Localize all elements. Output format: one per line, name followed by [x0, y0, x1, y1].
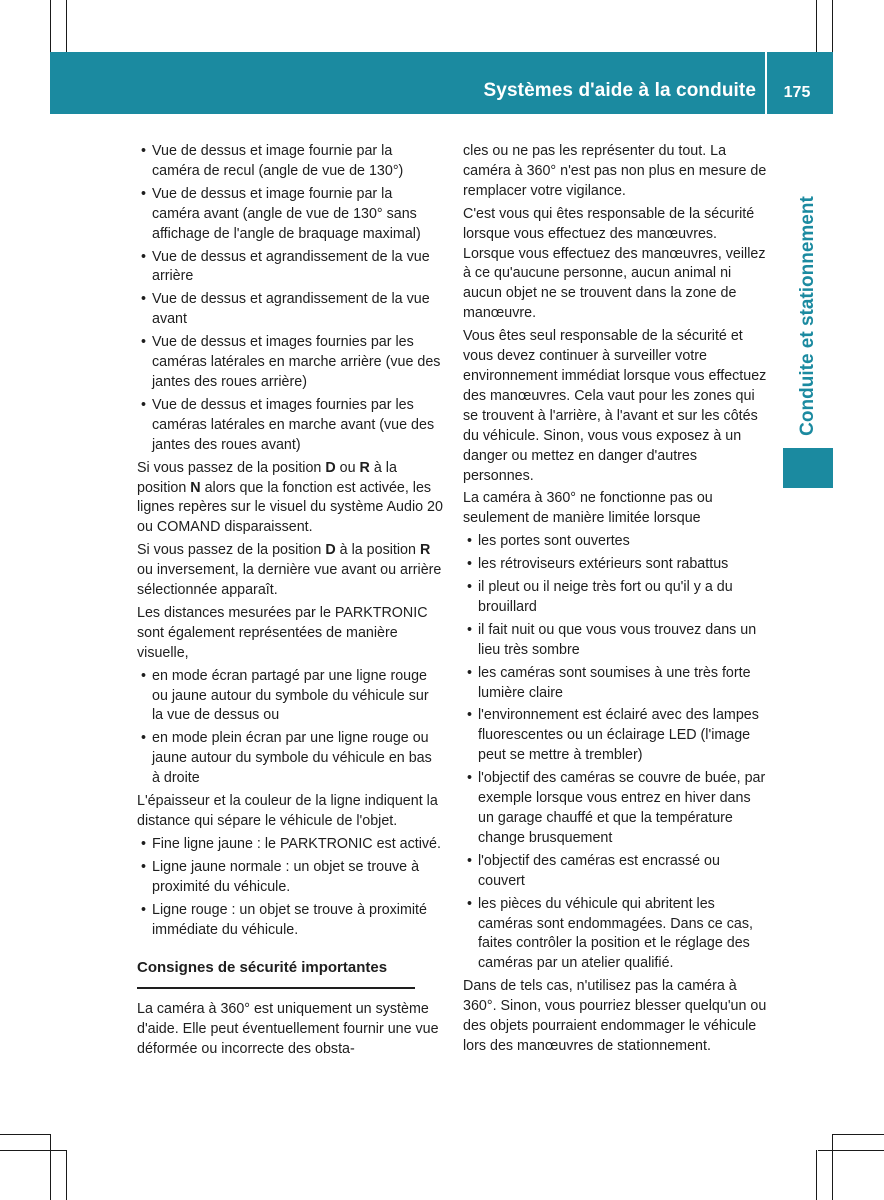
list-item: • Vue de dessus et images fournies par les caméras latérales en marche arrière (vue des jantes des roues arrière): [137, 333, 443, 393]
text-run: à la position: [137, 459, 397, 496]
text-run: ou: [335, 459, 360, 476]
list-item: • les rétroviseurs extérieurs sont rabattus: [463, 555, 769, 575]
paragraph-safety: La caméra à 360° est uniquement un système d'aide. Elle peut éventuellement fournir une vue déformée ou incorrecte des obsta-: [137, 1001, 439, 1058]
crop-mark: [832, 1134, 884, 1135]
side-tab-marker: [783, 448, 833, 488]
paragraph-parktronic: Les distances mesurées par le PARKTRONIC sont également représentées de manière visuelle,: [137, 604, 428, 661]
crop-mark: [816, 0, 817, 52]
view-options-list: [137, 142, 443, 456]
list-item: • en mode écran partagé par une ligne rouge ou jaune autour du symbole du véhicule sur la vue de dessus ou: [137, 667, 443, 727]
section-divider: [137, 987, 415, 989]
gear-letter: N: [190, 479, 201, 496]
paragraph-alone: Vous êtes seul responsable de la sécurité et vous devez continuer à surveiller votre environnement immédiat lorsque vous effectuez des manœuvres. Cela vaut pour les zones qui se trouvent à l'arrière, à l'avant et sur les côtés du véhicule. Sinon, vous vous exposez à un danger ou mettez en danger d'autres personnes.: [463, 328, 767, 484]
section-heading: Consignes de sécurité importantes: [137, 959, 388, 977]
text-run: Si vous passez de la position: [137, 542, 326, 559]
text-run: alors que la fonction est activée, les lignes repères sur le visuel du système Audio 20 ou COMAND disparaissent.: [137, 479, 443, 536]
crop-mark: [832, 0, 833, 52]
list-item: • Fine ligne jaune : le PARKTRONIC est activé.: [137, 835, 443, 855]
conditions-list: [463, 532, 769, 974]
list-item: • Vue de dessus et image fournie par la caméra de recul (angle de vue de 130°): [137, 142, 443, 182]
crop-mark: [50, 1134, 51, 1200]
right-column: [463, 142, 769, 1060]
paragraph-responsible: C'est vous qui êtes responsable de la sécurité lorsque vous effectuez des manœuvres. Lorsque vous effectuez des manœuvres, veillez à ce qu'aucune personne, aucun animal ni aucun objet ne se trouvent dans la zone de manœuvre.: [463, 205, 766, 322]
list-item: • l'environnement est éclairé avec des lampes fluorescentes ou un éclairage LED (l'image peut se mettre à trembler): [463, 706, 769, 766]
list-item: • les pièces du véhicule qui abritent les caméras sont endommagées. Dans ce cas, faites contrôler la position et le réglage des caméras par un atelier qualifié.: [463, 895, 769, 975]
list-item: • les caméras sont soumises à une très forte lumière claire: [463, 664, 769, 704]
crop-mark: [832, 1134, 833, 1200]
paragraph-continued: cles ou ne pas les représenter du tout. La caméra à 360° n'est pas non plus en mesure de remplacer votre vigilance.: [463, 143, 767, 199]
crop-mark: [50, 0, 51, 52]
paragraph-shift-r: [137, 541, 443, 601]
paragraph-shift-n: [137, 459, 443, 539]
left-column: [137, 142, 443, 1063]
list-item: • Vue de dessus et image fournie par la caméra avant (angle de vue de 130° sans affichage de l'angle de braquage maximal): [137, 185, 443, 245]
crop-mark: [66, 1150, 67, 1200]
parktronic-list: [137, 667, 443, 789]
list-item: • il pleut ou il neige très fort ou qu'il y a du brouillard: [463, 578, 769, 618]
list-item: • les portes sont ouvertes: [463, 532, 769, 552]
header-divider: [765, 52, 767, 114]
page-number: 175: [783, 84, 811, 101]
list-item: • Ligne jaune normale : un objet se trouve à proximité du véhicule.: [137, 858, 443, 898]
crop-mark: [0, 1150, 66, 1151]
list-item: • Vue de dessus et agrandissement de la vue avant: [137, 290, 443, 330]
text-run: à la position: [335, 542, 420, 559]
list-item: • Vue de dessus et images fournies par les caméras latérales en marche avant (vue des jantes des roues avant): [137, 396, 443, 456]
paragraph-conditions: La caméra à 360° ne fonctionne pas ou seulement de manière limitée lorsque: [463, 490, 713, 527]
crop-mark: [816, 1150, 817, 1200]
list-item: • Ligne rouge : un objet se trouve à proximité immédiate du véhicule.: [137, 901, 443, 941]
list-item: • Vue de dessus et agrandissement de la vue arrière: [137, 248, 443, 288]
line-types-list: [137, 835, 443, 941]
gear-letter: R: [359, 459, 370, 476]
list-item: • en mode plein écran par une ligne rouge ou jaune autour du symbole du véhicule en bas à droite: [137, 729, 443, 789]
paragraph-line: L'épaisseur et la couleur de la ligne indiquent la distance qui sépare le véhicule de l'objet.: [137, 793, 438, 829]
crop-mark: [818, 1150, 884, 1151]
gear-letter: R: [419, 542, 431, 559]
page-title: Systèmes d'aide à la conduite: [483, 80, 756, 101]
list-item: • l'objectif des caméras est encrassé ou couvert: [463, 852, 769, 892]
crop-mark: [66, 0, 67, 52]
text-run: ou inversement, la dernière vue avant ou arrière sélectionnée apparaît.: [137, 562, 442, 599]
gear-letter: D: [325, 542, 336, 559]
crop-mark: [0, 1134, 50, 1135]
paragraph-final: Dans de tels cas, n'utilisez pas la caméra à 360°. Sinon, vous pourriez blesser quelqu'un ou des objets pourraient endommager le véhicule lors des manœuvres de stationnement.: [463, 978, 767, 1054]
list-item: • l'objectif des caméras se couvre de buée, par exemple lorsque vous entrez en hiver dans un garage chauffé et que la température change brusquement: [463, 769, 769, 849]
text-run: Si vous passez de la position: [137, 459, 326, 476]
side-tab-title: Conduite et stationnement: [797, 196, 818, 436]
gear-letter: D: [325, 459, 336, 476]
list-item: • il fait nuit ou que vous vous trouvez dans un lieu très sombre: [463, 621, 769, 661]
